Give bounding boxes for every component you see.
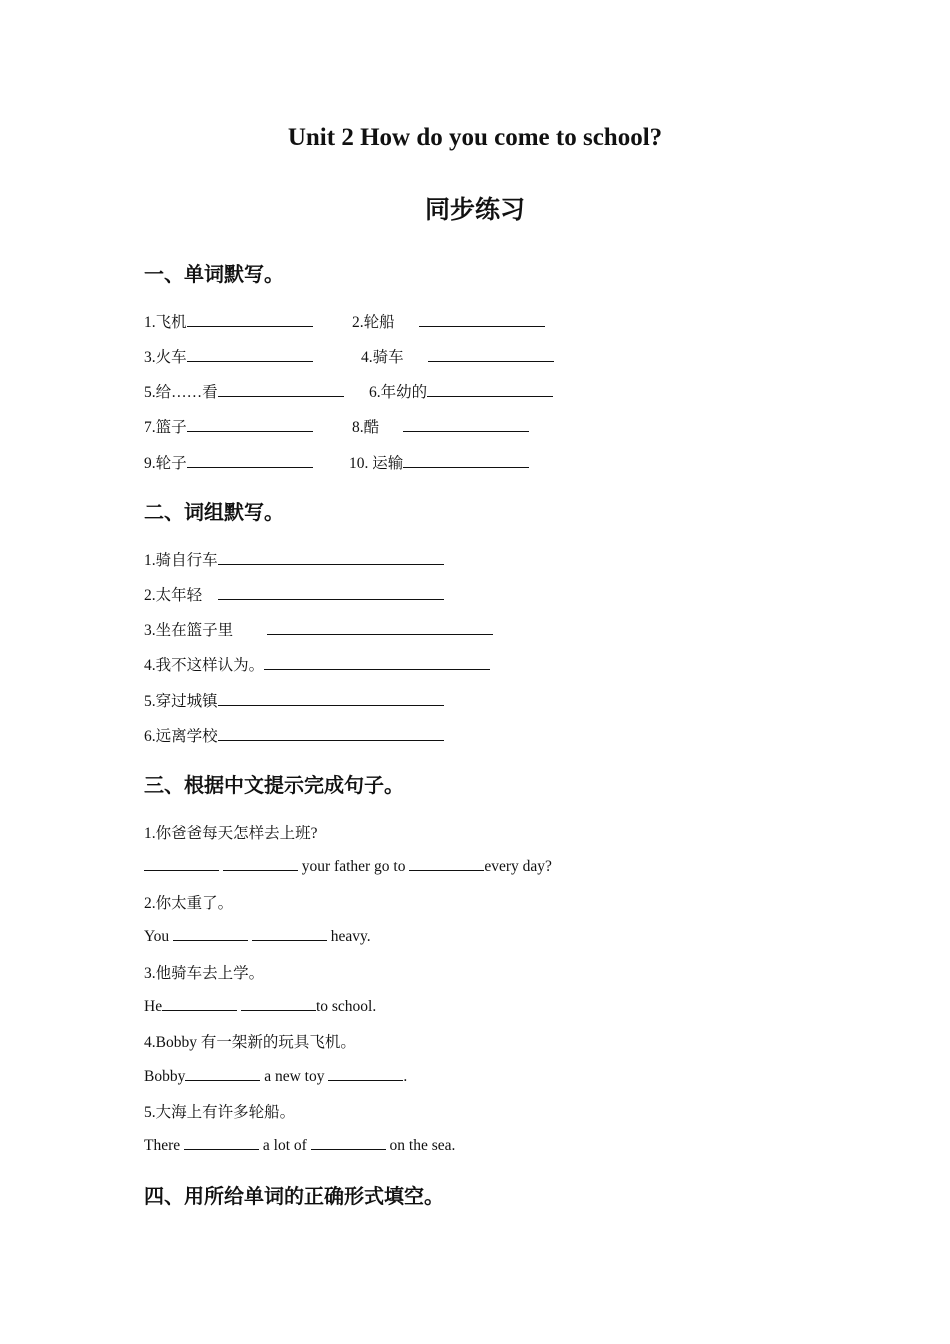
sentence-prompt: 4.Bobby 有一架新的玩具飞机。 xyxy=(144,1034,356,1051)
phrase-item: 2.太年轻 xyxy=(144,583,444,605)
word-item: 1.飞机 xyxy=(144,310,313,332)
page-subtitle: 同步练习 xyxy=(424,195,525,224)
word-item: 4.骑车 xyxy=(361,345,554,367)
word-item: 9.轮子 xyxy=(144,451,313,473)
page-title: Unit 2 How do you come to school? xyxy=(287,124,663,151)
word-item: 5.给……看 xyxy=(144,380,344,402)
sentence-line: He to school. xyxy=(144,998,377,1015)
section-2-heading: 二、词组默写。 xyxy=(144,500,284,524)
phrase-item: 6.远离学校 xyxy=(144,724,444,746)
sentence-prompt: 3.他骑车去上学。 xyxy=(144,965,265,982)
section-1-heading: 一、单词默写。 xyxy=(144,262,284,286)
section-4-heading: 四、用所给单词的正确形式填空。 xyxy=(144,1184,444,1208)
sentence-prompt: 2.你太重了。 xyxy=(144,895,234,912)
phrase-item: 3.坐在篮子里 xyxy=(144,618,493,640)
sentence-line: You heavy. xyxy=(144,928,371,945)
phrase-item: 4.我不这样认为。 xyxy=(144,653,490,675)
sentence-prompt: 5.大海上有许多轮船。 xyxy=(144,1104,296,1121)
sentence-line: Bobby a new toy . xyxy=(144,1068,408,1085)
word-item: 8.酷 xyxy=(352,415,529,437)
word-item: 3.火车 xyxy=(144,345,313,367)
section-3-heading: 三、根据中文提示完成句子。 xyxy=(144,773,404,797)
sentence-prompt: 1.你爸爸每天怎样去上班? xyxy=(144,825,318,842)
word-item: 6.年幼的 xyxy=(369,380,553,402)
sentence-line: your father go to every day? xyxy=(144,856,552,876)
phrase-item: 5.穿过城镇 xyxy=(144,689,444,711)
word-item: 7.篮子 xyxy=(144,415,313,437)
sentence-line: There a lot of on the sea. xyxy=(144,1137,456,1154)
word-item: 2.轮船 xyxy=(352,310,545,332)
word-item: 10. 运输 xyxy=(349,451,529,473)
phrase-item: 1.骑自行车 xyxy=(144,548,444,570)
